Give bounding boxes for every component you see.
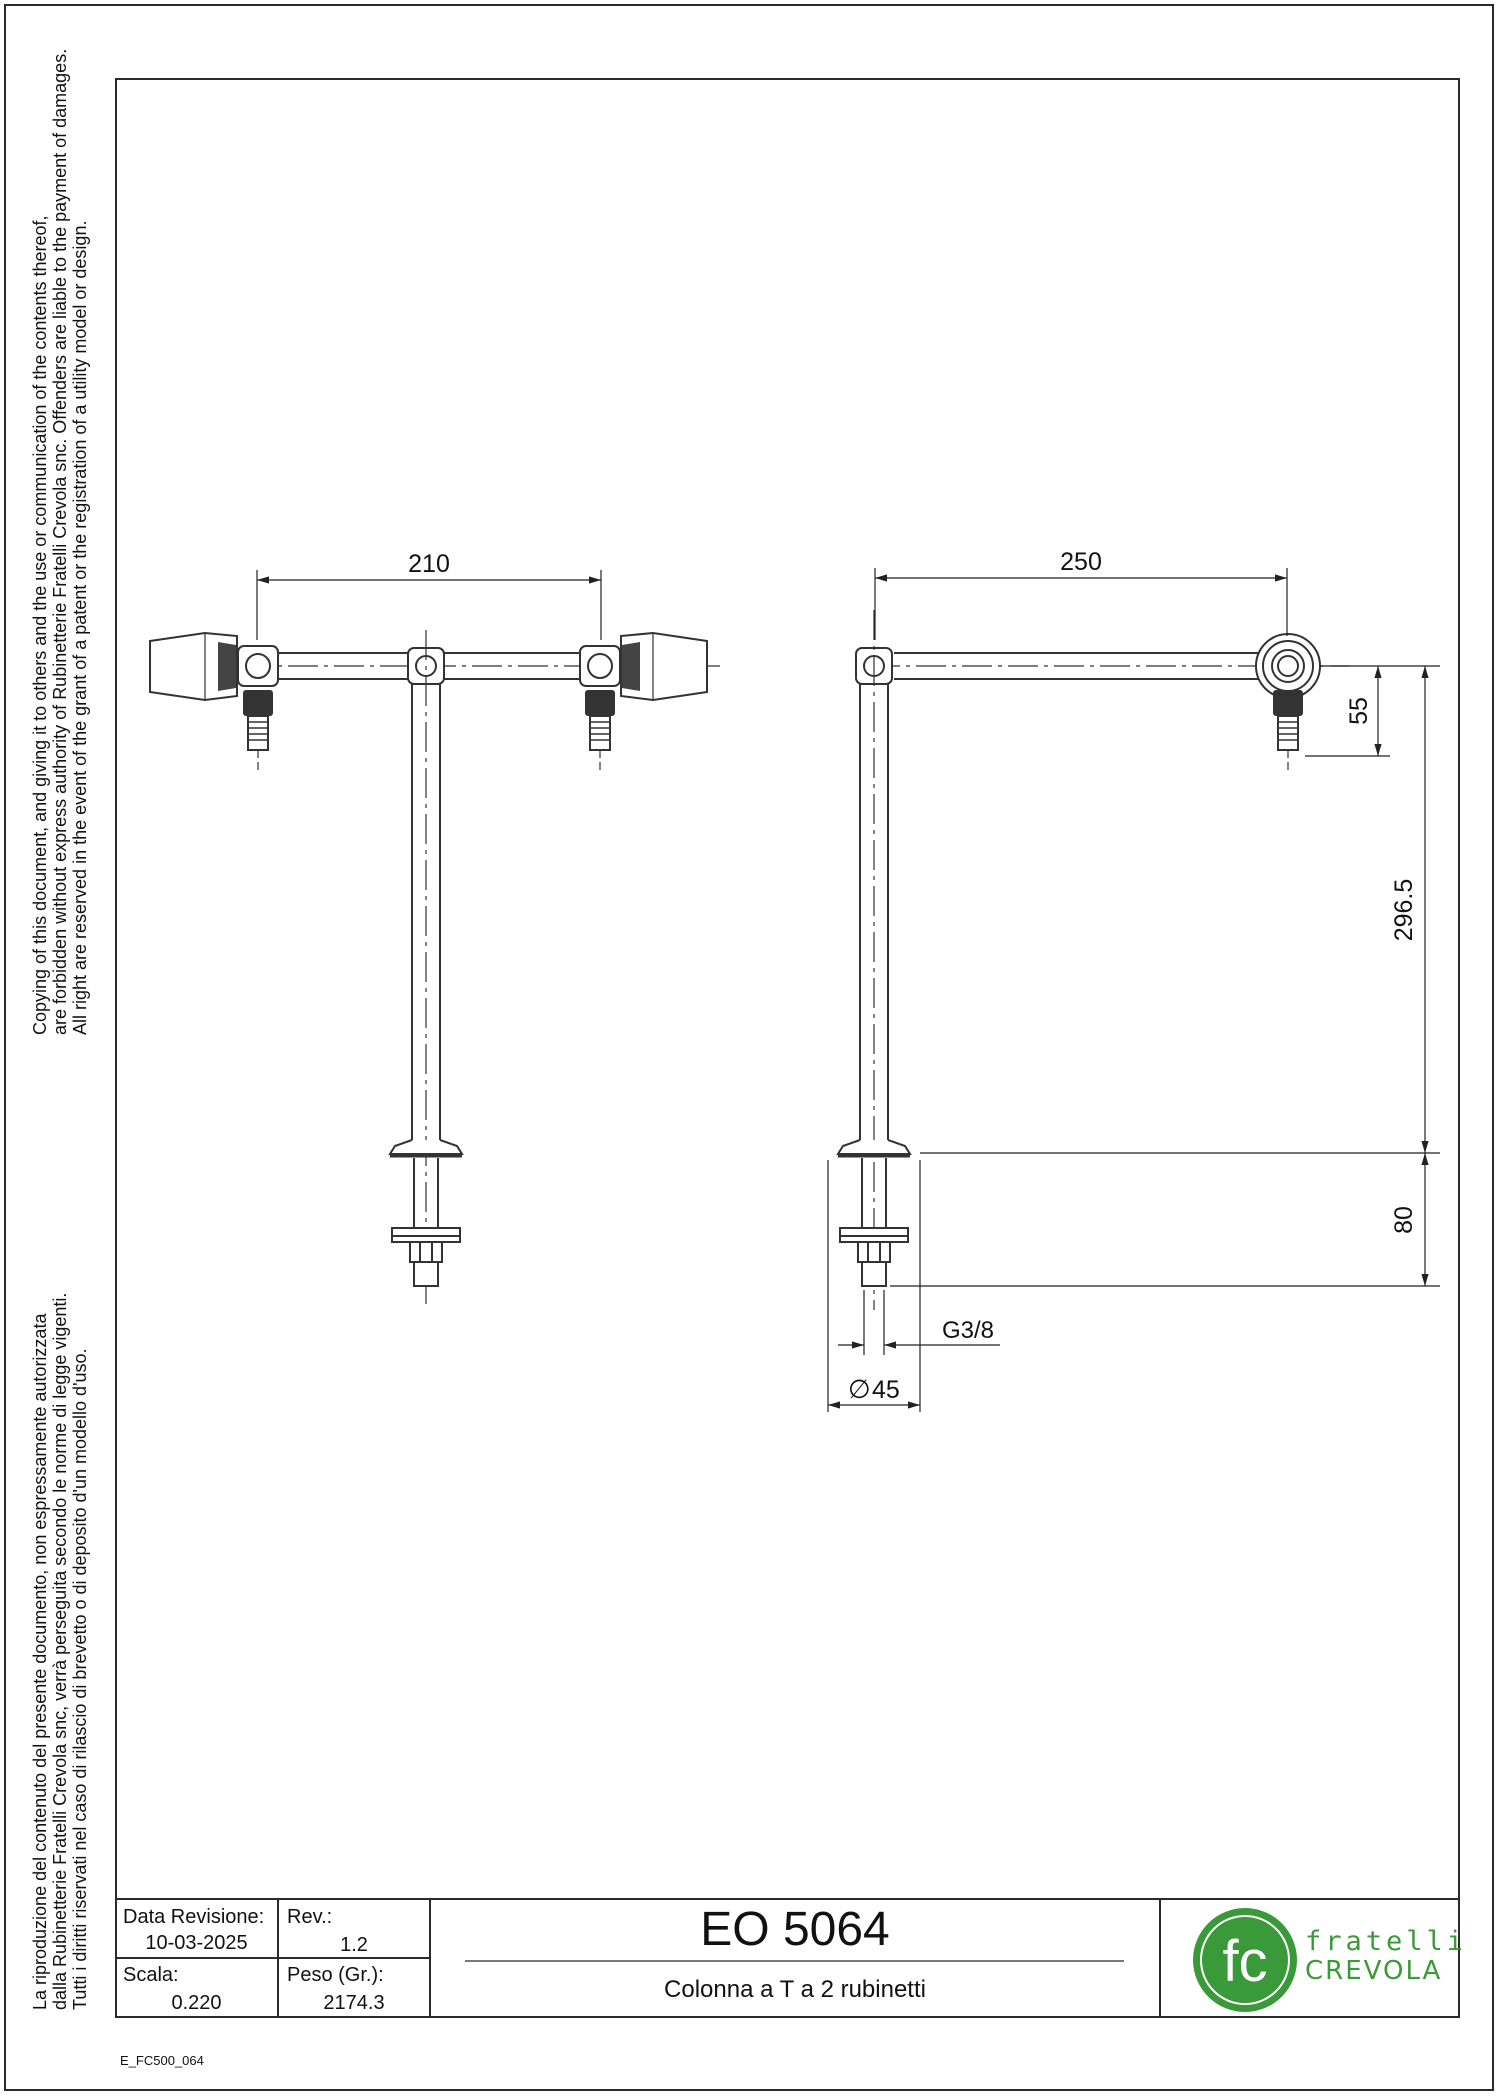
side-dimensions <box>828 568 1440 1412</box>
scala-value: 0.220 <box>171 1992 222 2014</box>
dim-55: 55 <box>1345 697 1373 725</box>
notice-it-line-2: dalla Rubinetterie Fratelli Crevola snc, verrà perseguita secondo le norme di legge vigenti. <box>50 1292 70 2010</box>
notice-en-line-3: All right are reserved in the event of the grant of a patent or the registration of a utility model or design. <box>70 220 90 1035</box>
front-width-dimension <box>257 570 601 640</box>
dim-diameter-45: 45 <box>872 1376 900 1404</box>
side-flange <box>838 1140 910 1154</box>
peso-value: 2174.3 <box>323 1992 385 2014</box>
rev-label: Rev.: <box>287 1906 333 1928</box>
dim-80: 80 <box>1390 1206 1418 1234</box>
left-fitting <box>238 646 278 686</box>
dim-296-5: 296.5 <box>1390 878 1418 942</box>
front-view <box>150 630 720 1310</box>
peso-label: Peso (Gr.): <box>287 1964 384 1986</box>
company-logo <box>1160 1900 1468 2018</box>
dim-210: 210 <box>408 550 450 578</box>
right-fitting <box>580 646 620 686</box>
logo-line-1: fratelli <box>1305 1926 1468 1957</box>
scala-label: Scala: <box>123 1964 179 1986</box>
rev-value: 1.2 <box>340 1934 368 1956</box>
notice-en-line-1: Copying of this document, and giving it to others and the use or communication of the contents thereof, <box>30 215 50 1035</box>
dim-thread-g3-8: G3/8 <box>942 1317 995 1344</box>
file-reference: E_FC500_064 <box>120 2053 204 2068</box>
data-revisione-label: Data Revisione: <box>123 1906 265 1928</box>
notice-it-line-1: La riproduzione del contenuto del presente documento, non espressamente autorizzata <box>30 1313 50 2010</box>
front-flange <box>390 1140 462 1154</box>
title-block <box>115 1898 1468 2018</box>
product-cell <box>430 1900 1160 2018</box>
side-view <box>838 610 1350 1310</box>
notice-it-line-3: Tutti i diritti riservati nel caso di rilascio di brevetto o di deposito d'un modello d'uso. <box>70 1348 90 2010</box>
data-revisione-value: 10-03-2025 <box>145 1932 248 1954</box>
dim-250: 250 <box>1060 548 1102 576</box>
logo-line-2: CREVOLA <box>1305 1956 1443 1986</box>
product-description: Colonna a T a 2 rubinetti <box>664 1976 926 2003</box>
side-tap-outer <box>1256 634 1320 698</box>
product-code: EO 5064 <box>700 1903 890 1956</box>
notice-en-line-2: are forbidden without express authority of Rubinetterie Fratelli Crevola snc. Offenders are liable to the payment of damages. <box>50 48 70 1035</box>
logo-monogram: fc <box>1222 1929 1268 1994</box>
diameter-symbol: ∅ <box>848 1374 871 1404</box>
logo-emblem <box>1190 1905 1300 2015</box>
